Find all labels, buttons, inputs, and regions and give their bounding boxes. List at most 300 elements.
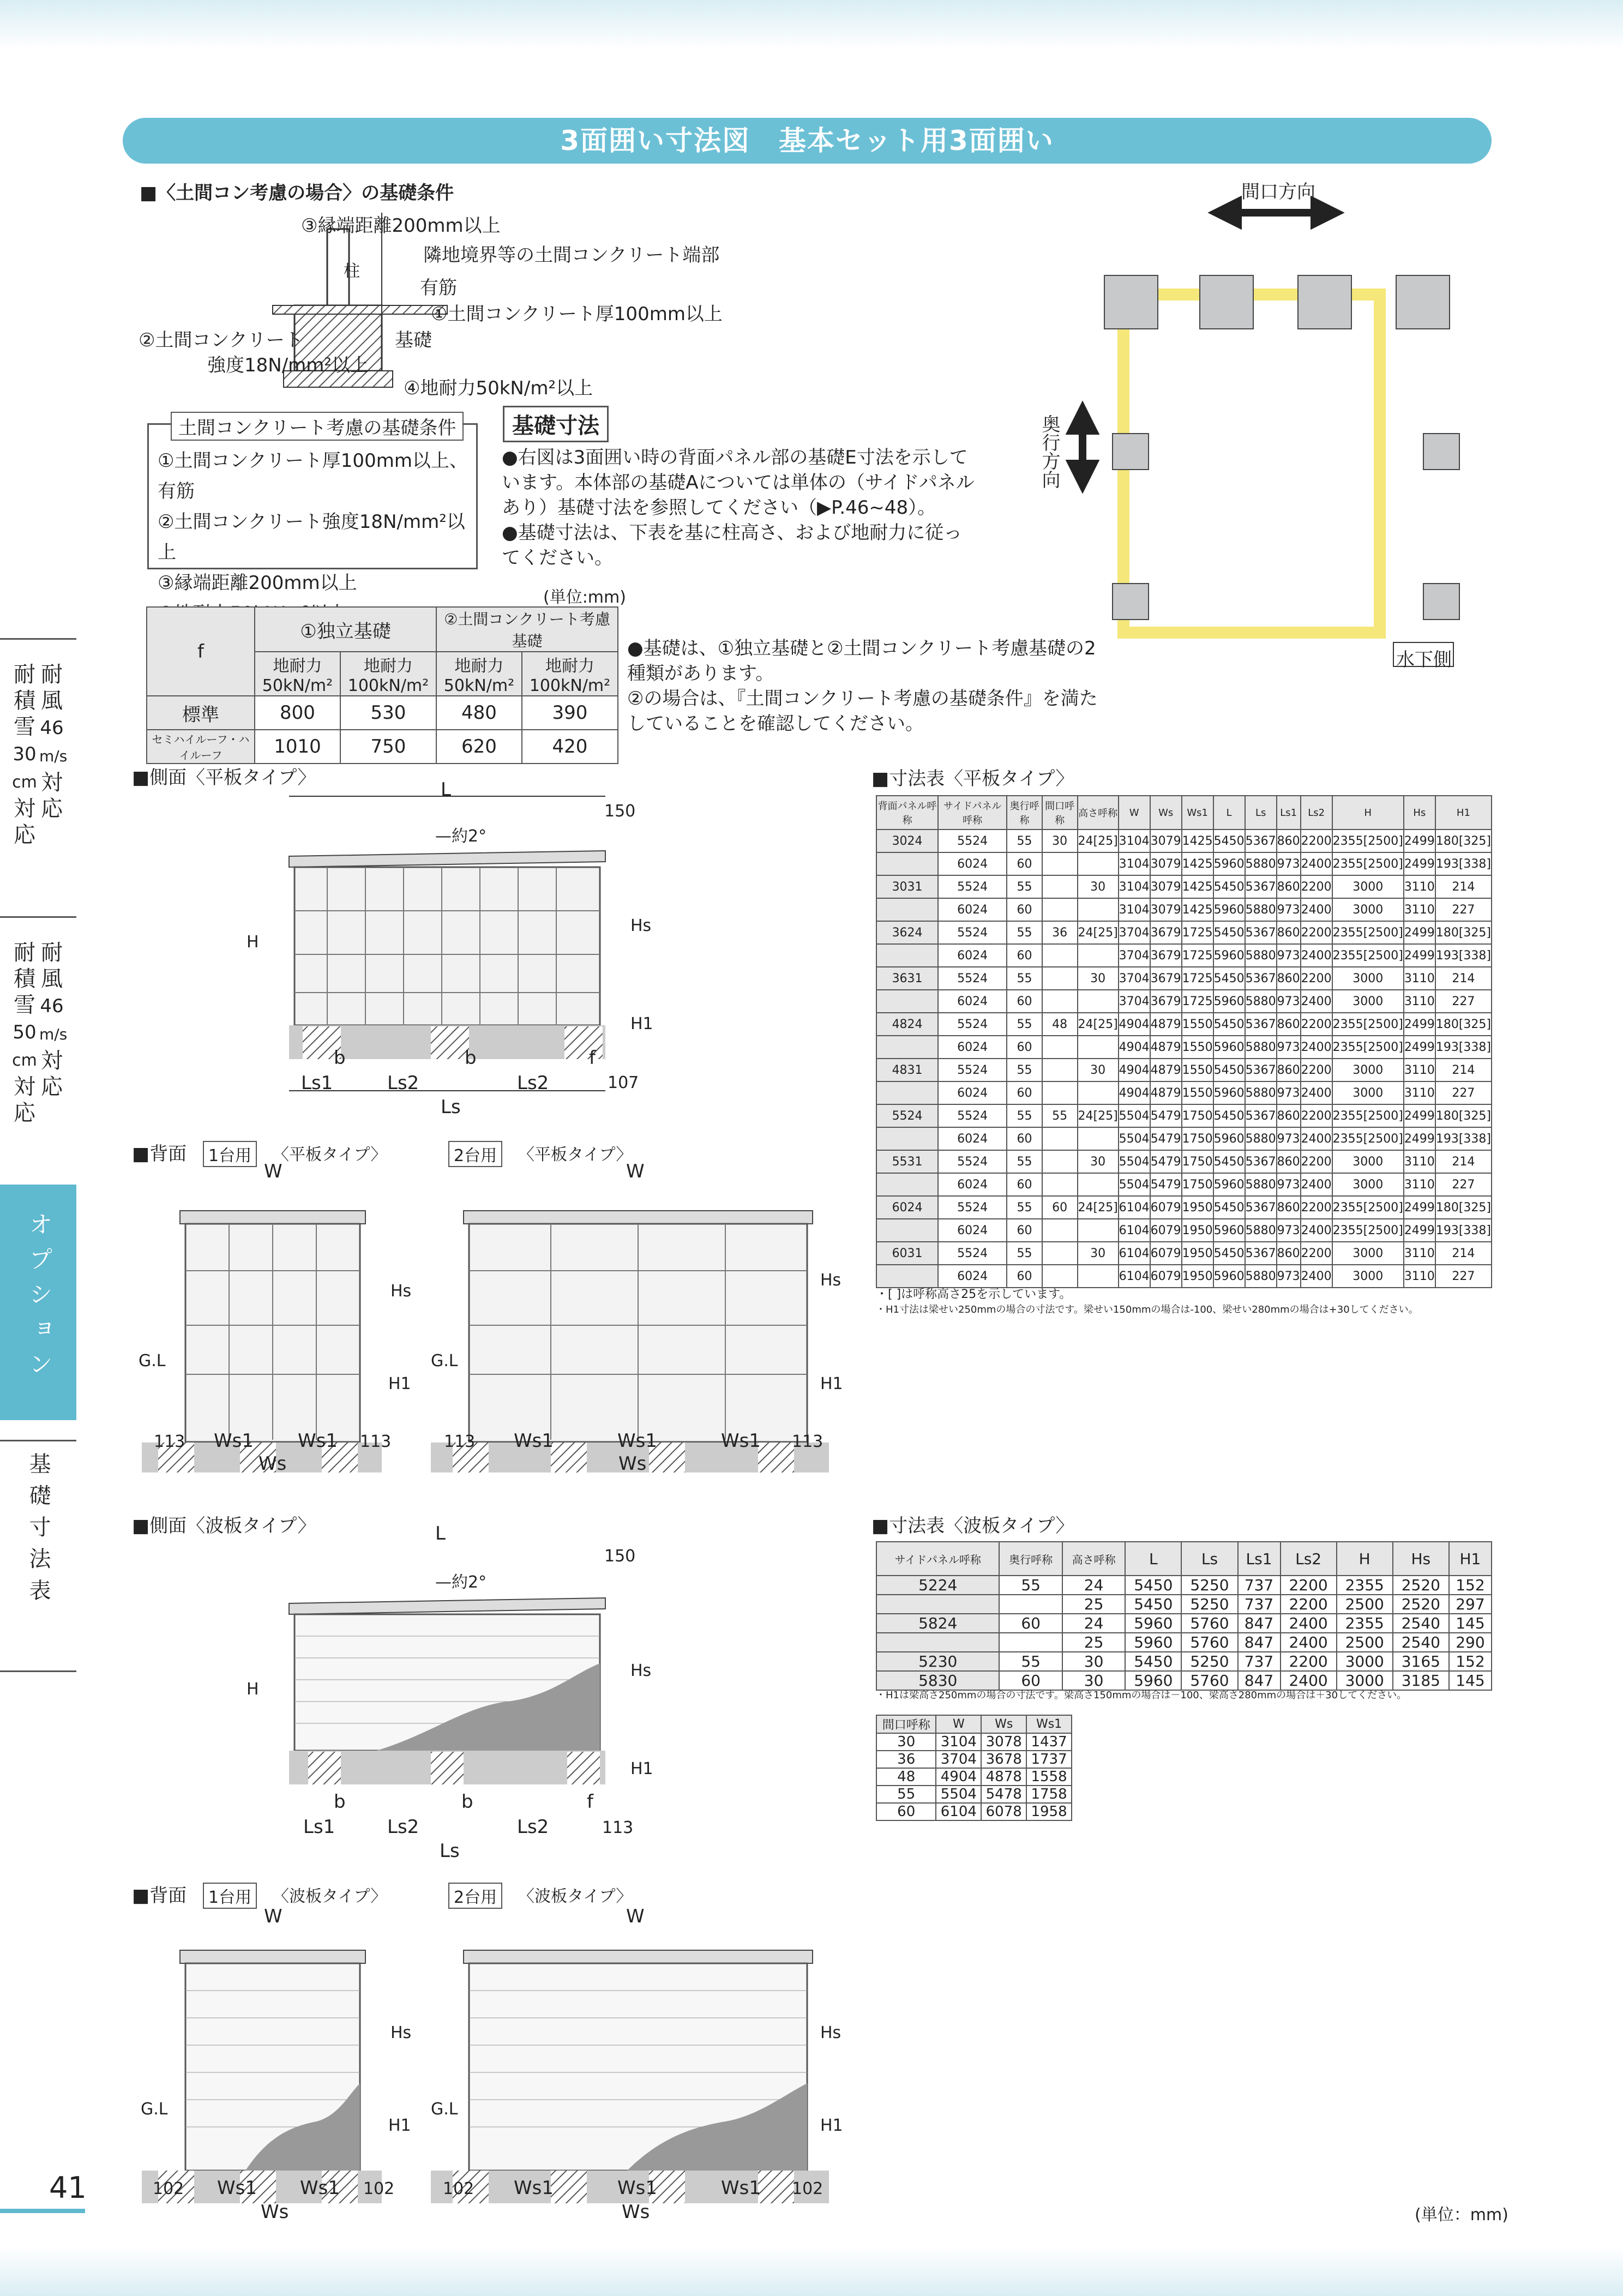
table-cell: 1758 [1026, 1786, 1072, 1803]
flat-header-cell: Ls2 [1301, 796, 1332, 830]
table-cell: 48 [1042, 1013, 1078, 1036]
side-tab-50[interactable]: 耐 積 雪 50 cm 対 応 耐 風 46 m/s 対 応 [0, 916, 76, 1191]
back-wave-W1: W [264, 1906, 282, 1927]
wave-header-row [876, 1542, 1492, 1576]
flat-header-cell: H1 [1435, 796, 1492, 830]
wave-header-cell: Ls2 [1281, 1542, 1337, 1576]
table-cell: 860 [1277, 1013, 1301, 1036]
table-cell: 1950 [1182, 1265, 1213, 1288]
table-cell: 30 [1078, 1059, 1119, 1081]
table-cell: 55 [1007, 1059, 1042, 1081]
table-cell: 3624 [876, 921, 938, 944]
flat-header-cell: Hs [1404, 796, 1435, 830]
table-row [876, 1733, 1072, 1751]
table-cell: 5960 [1213, 898, 1245, 921]
table-cell: 6079 [1150, 1265, 1182, 1288]
table-cell: 5524 [876, 1104, 938, 1127]
table-cell [876, 852, 938, 875]
table-cell: 973 [1277, 1219, 1301, 1242]
side-wave-Hs: Hs [630, 1661, 652, 1680]
table-cell: 290 [1449, 1633, 1492, 1652]
table-cell: 6031 [876, 1242, 938, 1265]
side-flat-L: L [441, 779, 451, 801]
table-cell: 227 [1435, 990, 1492, 1013]
table-cell: 5524 [938, 1059, 1007, 1081]
table-cell: 5450 [1125, 1576, 1181, 1595]
table-cell: 193[338] [1435, 944, 1492, 967]
table-cell: 973 [1277, 852, 1301, 875]
label-bearing: ④地耐力50kN/m²以上 [404, 377, 593, 399]
table-cell: 25 [1062, 1595, 1125, 1614]
flat-header-cell: 高さ呼称 [1078, 796, 1119, 830]
back-flat-W2: W [626, 1161, 645, 1182]
table-cell [1042, 1150, 1078, 1173]
table-row [876, 1652, 1492, 1671]
table-cell: 5504 [1119, 1173, 1150, 1196]
table-cell [1078, 1036, 1119, 1059]
table-cell: 4824 [876, 1013, 938, 1036]
cell: 390 [522, 696, 618, 730]
table-cell: 2200 [1301, 921, 1332, 944]
table-cell: 2200 [1281, 1595, 1337, 1614]
table-cell: 3110 [1404, 1242, 1435, 1265]
table-cell: 3079 [1150, 852, 1182, 875]
table-cell [876, 1219, 938, 1242]
table-cell: 60 [1007, 1127, 1042, 1150]
table-cell: 3104 [1119, 830, 1150, 852]
table-cell [1042, 1173, 1078, 1196]
table-cell: 5960 [1213, 1036, 1245, 1059]
table-cell: 2200 [1301, 1059, 1332, 1081]
foundation-size-notes [502, 445, 976, 570]
back-flat-GL1: G.L [139, 1351, 166, 1371]
table-cell: 973 [1277, 1173, 1301, 1196]
table-cell: 4904 [936, 1768, 981, 1786]
table-cell: 5367 [1245, 830, 1277, 852]
table-cell: 5450 [1213, 967, 1245, 990]
table-cell: 2200 [1301, 1104, 1332, 1127]
side-wave-f: f [587, 1791, 593, 1813]
top-band [0, 0, 1623, 49]
table-cell: 2355[2500] [1332, 852, 1404, 875]
back-flat-113b: 113 [360, 1432, 392, 1451]
flat-header-cell: Ls1 [1277, 796, 1301, 830]
condition-4: ④地耐力50kN/m²以上 [158, 603, 347, 624]
table-cell: 2355[2500] [1332, 1196, 1404, 1219]
table-cell: 847 [1238, 1633, 1281, 1652]
table-cell: 24[25] [1078, 1104, 1119, 1127]
table-cell: 5504 [1119, 1127, 1150, 1150]
table-cell: 3704 [936, 1751, 981, 1768]
back-flat-drawing [136, 1167, 845, 1472]
table-cell: 5367 [1245, 1013, 1277, 1036]
table-cell: 55 [876, 1786, 936, 1803]
table-cell: 6024 [938, 852, 1007, 875]
table-row [876, 898, 1492, 921]
table-row [876, 1265, 1492, 1288]
table-cell: 36 [876, 1751, 936, 1768]
table-cell: 5450 [1125, 1595, 1181, 1614]
flat-table-notes [876, 1287, 1418, 1318]
back-wave-Hs2: Hs [820, 2023, 841, 2042]
conditions-title: 土間コンクリート考慮の基礎条件 [171, 412, 464, 441]
table-cell: 5880 [1245, 1036, 1277, 1059]
table-cell: 2355[2500] [1332, 944, 1404, 967]
row-standard: 標準 [147, 696, 255, 730]
table-cell: 973 [1277, 944, 1301, 967]
table-cell [1042, 1081, 1078, 1104]
table-row [876, 1173, 1492, 1196]
table-cell: 1437 [1026, 1733, 1072, 1751]
cell: 480 [436, 696, 522, 730]
table-cell: 60 [1007, 1173, 1042, 1196]
bottom-band [0, 2247, 1623, 2296]
table-row [876, 1576, 1492, 1595]
table-cell: 3110 [1404, 967, 1435, 990]
table-cell: 860 [1277, 1196, 1301, 1219]
table-cell: 2200 [1281, 1576, 1337, 1595]
foundation-table [146, 606, 618, 764]
side-flat-107: 107 [608, 1073, 639, 1092]
table-cell: 3679 [1150, 921, 1182, 944]
table-cell: 2499 [1404, 830, 1435, 852]
table-cell: 2200 [1301, 1242, 1332, 1265]
table-cell [1042, 898, 1078, 921]
table-cell: 5960 [1213, 1081, 1245, 1104]
table-cell: 3079 [1150, 830, 1182, 852]
flat-dimension-table [876, 795, 1492, 1288]
table-cell: 3104 [936, 1733, 981, 1751]
table-cell: 145 [1449, 1671, 1492, 1690]
table-cell: 5479 [1150, 1150, 1182, 1173]
table-cell: 2499 [1404, 1127, 1435, 1150]
table-cell: 3078 [981, 1733, 1026, 1751]
table-cell: 5450 [1125, 1652, 1181, 1671]
back-flat-two-type: 〈平板タイプ〉 [518, 1145, 633, 1164]
table-row [876, 1127, 1492, 1150]
table-cell [1078, 990, 1119, 1013]
table-cell: 5250 [1181, 1595, 1237, 1614]
flat-header-cell: 奥行呼称 [1007, 796, 1042, 830]
flat-note-1: ・[ ]は呼称高さ25を示しています。 [876, 1288, 1072, 1301]
table-cell [1078, 1081, 1119, 1104]
side-wave-slope: —約2° [435, 1573, 487, 1592]
table-cell: 5450 [1213, 921, 1245, 944]
side-wave-b2: b [461, 1791, 473, 1813]
back-flat-GL2: G.L [431, 1351, 458, 1371]
cell: 800 [255, 696, 340, 730]
table-cell: 6024 [876, 1196, 938, 1219]
back-flat-113c: 113 [444, 1432, 476, 1451]
table-cell: 2400 [1301, 944, 1332, 967]
back-wave-Hs1: Hs [390, 2023, 412, 2042]
cell: 530 [340, 696, 436, 730]
table-cell: 1425 [1182, 852, 1213, 875]
table-cell: 5880 [1245, 990, 1277, 1013]
table-cell: 973 [1277, 1036, 1301, 1059]
table-row [876, 1081, 1492, 1104]
back-flat-two-badge: 2台用 [448, 1141, 502, 1167]
table-cell: 3000 [1332, 990, 1404, 1013]
table-cell: 3000 [1337, 1652, 1393, 1671]
table-cell: 6024 [938, 1036, 1007, 1059]
flat-header-cell: Ls [1245, 796, 1277, 830]
th-50b: 地耐力50kN/m² [436, 652, 522, 696]
table-cell: 1750 [1182, 1173, 1213, 1196]
back-flat-one-type: 〈平板タイプ〉 [273, 1145, 387, 1164]
back-flat-title: ■背面 [132, 1143, 187, 1165]
table-cell: 3110 [1404, 990, 1435, 1013]
table-cell: 2355[2500] [1332, 1219, 1404, 1242]
flat-table-title: ■寸法表〈平板タイプ〉 [871, 768, 1074, 790]
table-row [876, 967, 1492, 990]
back-flat-Ws1e: Ws1 [721, 1430, 761, 1452]
side-tab-30[interactable]: 耐 積 雪 30 cm 対 応 耐 風 46 m/s 対 応 [0, 638, 76, 923]
table-cell: 5760 [1181, 1633, 1237, 1652]
side-flat-title: ■側面〈平板タイプ〉 [132, 767, 316, 789]
table-cell: 25 [1062, 1633, 1125, 1652]
table-cell: 60 [1007, 1219, 1042, 1242]
table-cell: 3679 [1150, 944, 1182, 967]
table-cell: 4904 [1119, 1013, 1150, 1036]
back-wave-two-badge: 2台用 [448, 1883, 502, 1909]
table-cell [876, 990, 938, 1013]
table-cell: 5450 [1213, 1059, 1245, 1081]
back-flat-H1a: H1 [388, 1374, 411, 1393]
table-cell [876, 1036, 938, 1059]
side-wave-H: H [247, 1680, 259, 1699]
table-row [876, 875, 1492, 898]
back-flat-Hs1: Hs [390, 1282, 412, 1301]
table-cell: 2500 [1337, 1633, 1393, 1652]
table-cell: 3000 [1332, 875, 1404, 898]
table-cell: 1425 [1182, 898, 1213, 921]
table-cell: 145 [1449, 1614, 1492, 1633]
table-cell: 5880 [1245, 898, 1277, 921]
table-cell: 180[325] [1435, 1104, 1492, 1127]
cell: 750 [340, 730, 436, 764]
table-cell: 860 [1277, 1242, 1301, 1265]
table-row [876, 1633, 1492, 1652]
side-tab-option[interactable]: オプション [0, 1185, 76, 1420]
table-cell: 227 [1435, 1265, 1492, 1288]
table-cell: 152 [1449, 1576, 1492, 1595]
side-wave-Ls2a: Ls2 [387, 1816, 419, 1838]
table-cell [876, 944, 938, 967]
side-flat-Ls1: Ls1 [301, 1072, 333, 1094]
table-cell: 1958 [1026, 1803, 1072, 1820]
side-flat-H1: H1 [630, 1014, 653, 1033]
label-edge-distance: ③縁端距離200mm以上 [301, 215, 501, 237]
back-wave-Ws1d: Ws1 [617, 2177, 657, 2199]
table-cell: 6024 [938, 1173, 1007, 1196]
table-cell: 2499 [1404, 1219, 1435, 1242]
side-wave-150: 150 [604, 1547, 636, 1566]
table-cell [1078, 944, 1119, 967]
table-cell: 4904 [1119, 1081, 1150, 1104]
table-cell: 55 [999, 1652, 1062, 1671]
back-wave-Ws1b: Ws1 [300, 2177, 340, 2199]
back-flat-Ws-1: Ws [259, 1453, 287, 1475]
table-cell: 2400 [1301, 1081, 1332, 1104]
flat-header-cell: H [1332, 796, 1404, 830]
table-cell: 180[325] [1435, 921, 1492, 944]
table-cell: 5524 [938, 875, 1007, 898]
table-cell: 5960 [1125, 1633, 1181, 1652]
th-f: f [147, 607, 255, 696]
table-cell: 60 [1007, 990, 1042, 1013]
table-cell: 5880 [1245, 1265, 1277, 1288]
flat-header-cell: 間口呼称 [1042, 796, 1078, 830]
table-row [876, 1803, 1072, 1820]
table-cell: 55 [1007, 875, 1042, 898]
plan-downhill-side: 水下側 [1396, 649, 1452, 671]
table-cell: 5367 [1245, 875, 1277, 898]
table-cell: 2200 [1301, 875, 1332, 898]
table-cell: 2400 [1301, 1173, 1332, 1196]
table-row [876, 1768, 1072, 1786]
side-flat-b1: b [334, 1047, 346, 1069]
table-cell: 2355[2500] [1332, 1127, 1404, 1150]
table-cell: 5230 [876, 1652, 999, 1671]
table-cell: 2355[2500] [1332, 1036, 1404, 1059]
condition-2: ②土間コンクリート強度18N/mm²以上 [158, 511, 465, 563]
table-cell: 60 [1007, 1081, 1042, 1104]
back-flat-Ws1c: Ws1 [514, 1430, 554, 1452]
table-cell: 24 [1062, 1614, 1125, 1633]
side-flat-Ls: Ls [441, 1096, 461, 1118]
table-cell: 214 [1435, 1059, 1492, 1081]
back-wave-Ws1e: Ws1 [721, 2177, 761, 2199]
table-cell: 5479 [1150, 1127, 1182, 1150]
flat-header-cell: サイドパネル呼称 [938, 796, 1007, 830]
sub-header-cell: W [936, 1715, 981, 1733]
label-pillar: 柱 [344, 262, 360, 281]
th-100b: 地耐力100kN/m² [522, 652, 618, 696]
wave-header-cell: H1 [1449, 1542, 1492, 1576]
back-wave-W2: W [626, 1906, 645, 1927]
table-cell: 2400 [1281, 1614, 1337, 1633]
table-cell: 5450 [1213, 875, 1245, 898]
unit-note: (単位：mm) [1415, 2205, 1508, 2225]
table-cell: 24 [1062, 1576, 1125, 1595]
table-cell: 3104 [1119, 852, 1150, 875]
side-flat-b2: b [465, 1047, 477, 1069]
table-cell: 60 [1007, 1265, 1042, 1288]
table-cell [876, 1081, 938, 1104]
table-cell: 2540 [1393, 1614, 1449, 1633]
table-cell: 5367 [1245, 1104, 1277, 1127]
table-cell: 30 [1078, 875, 1119, 898]
table-cell [999, 1595, 1062, 1614]
table-cell: 1550 [1182, 1081, 1213, 1104]
table-cell: 2499 [1404, 1036, 1435, 1059]
table-cell: 2499 [1404, 921, 1435, 944]
side-wave-Ls2b: Ls2 [517, 1816, 549, 1838]
table-cell: 3000 [1332, 898, 1404, 921]
table-cell: 55 [1007, 830, 1042, 852]
table-row [876, 1059, 1492, 1081]
table-cell: 5367 [1245, 967, 1277, 990]
table-cell: 4879 [1150, 1059, 1182, 1081]
wave-table-note: ・H1は梁高さ250mmの場合の寸法です。梁高さ150mmの場合は－100、梁高さ280mmの場合は＋30してください。 [876, 1690, 1407, 1701]
table-cell: 3165 [1393, 1652, 1449, 1671]
table-cell: 5531 [876, 1150, 938, 1173]
table-cell: 297 [1449, 1595, 1492, 1614]
table-cell [876, 1173, 938, 1196]
table-cell: 5504 [1119, 1150, 1150, 1173]
th-independent: ①独立基礎 [255, 607, 436, 652]
table-cell: 193[338] [1435, 1127, 1492, 1150]
table-cell: 30 [1062, 1671, 1125, 1690]
table-cell: 2400 [1301, 898, 1332, 921]
table-cell: 5479 [1150, 1173, 1182, 1196]
table-row [876, 1219, 1492, 1242]
table-note-1: ●基礎は、①独立基礎と②土間コンクリート考慮基礎の2種類があります。 [627, 638, 1096, 684]
table-cell: 2400 [1301, 852, 1332, 875]
table-cell [1042, 852, 1078, 875]
table-cell: 5880 [1245, 944, 1277, 967]
side-tab-foundation[interactable]: 基礎寸法表 [0, 1440, 76, 1672]
table-cell: 2400 [1301, 1036, 1332, 1059]
table-cell: 5824 [876, 1614, 999, 1633]
side-flat-Hs: Hs [630, 916, 652, 935]
table-cell: 4904 [1119, 1059, 1150, 1081]
back-wave-two-type: 〈波板タイプ〉 [518, 1887, 633, 1906]
table-cell: 5504 [1119, 1104, 1150, 1127]
table-cell: 3000 [1332, 1059, 1404, 1081]
table-cell: 60 [999, 1614, 1062, 1633]
side-wave-Ls1: Ls1 [303, 1816, 335, 1838]
back-wave-Ws1a: Ws1 [217, 2177, 257, 2199]
side-flat-H: H [247, 933, 259, 952]
flat-header-cell: 背面パネル呼称 [876, 796, 938, 830]
table-row [876, 1614, 1492, 1633]
condition-3: ③縁端距離200mm以上 [158, 572, 357, 594]
table-cell: 214 [1435, 1150, 1492, 1173]
page-title: 3面囲い寸法図 基本セット用3面囲い [123, 118, 1492, 164]
foundation-unit: (単位:mm) [543, 588, 626, 607]
table-cell: 5524 [938, 1104, 1007, 1127]
page-number: 41 [49, 2171, 87, 2205]
table-cell: 2355 [1337, 1614, 1393, 1633]
row-highroof: セミハイルーフ・ハイルーフ [147, 730, 255, 764]
table-cell: 5524 [938, 921, 1007, 944]
table-cell: 6024 [938, 898, 1007, 921]
wave-header-cell: 奥行呼称 [999, 1542, 1062, 1576]
table-cell: 2400 [1301, 990, 1332, 1013]
table-cell [1042, 944, 1078, 967]
side-wave-L: L [435, 1523, 446, 1544]
table-cell: 973 [1277, 1127, 1301, 1150]
table-cell: 5367 [1245, 1059, 1277, 1081]
wave-header-cell: Ls1 [1238, 1542, 1281, 1576]
table-note-2: ②の場合は、『土間コンクリート考慮の基礎条件』を満たしていることを確認してください。 [627, 688, 1098, 735]
size-note-2: ●基礎寸法は、下表を基に柱高さ、および地耐力に従ってください。 [502, 522, 963, 569]
table-cell: 860 [1277, 921, 1301, 944]
th-100a: 地耐力100kN/m² [340, 652, 436, 696]
table-cell: 860 [1277, 1150, 1301, 1173]
back-wave-title: ■背面 [132, 1885, 187, 1907]
table-cell: 2499 [1404, 944, 1435, 967]
table-cell: 60 [1007, 898, 1042, 921]
table-cell: 36 [1042, 921, 1078, 944]
label-rebar: 有筋 [420, 277, 457, 299]
table-row [876, 1196, 1492, 1219]
back-wave-GL2: G.L [431, 2100, 458, 2119]
table-cell: 3704 [1119, 944, 1150, 967]
table-cell: 5880 [1245, 1081, 1277, 1104]
